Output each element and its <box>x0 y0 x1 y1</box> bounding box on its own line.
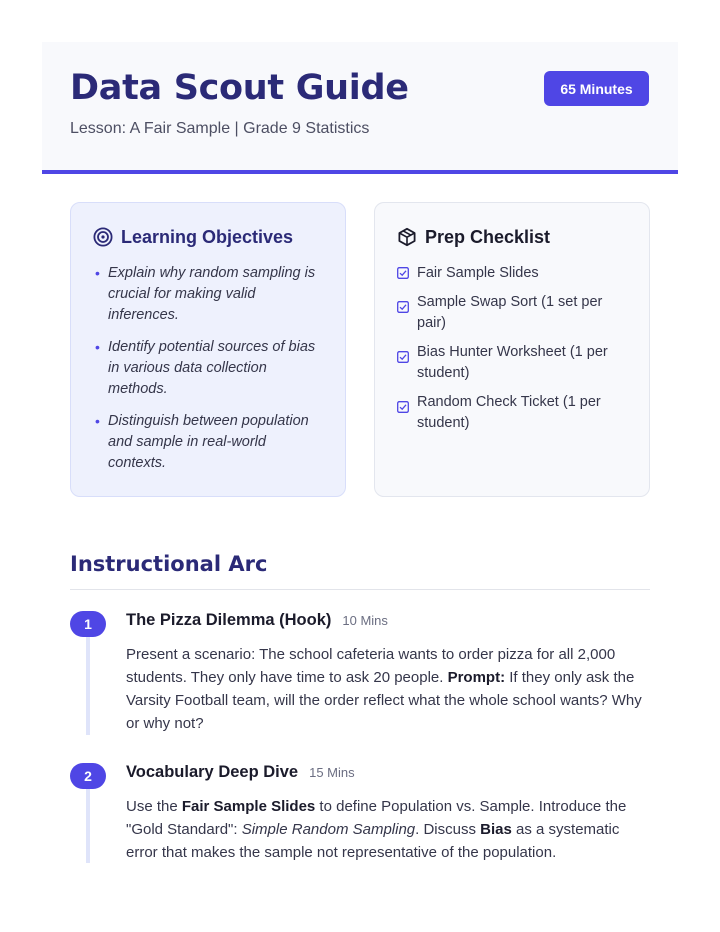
checklist-item: Sample Swap Sort (1 set per pair) <box>397 292 627 334</box>
timeline-line <box>86 637 90 735</box>
checkbox-icon <box>397 301 409 313</box>
objective-item: • Identify potential sources of bias in various data collection methods. <box>95 339 316 397</box>
step-duration: 15 Mins <box>309 765 355 780</box>
objectives-title: Learning Objectives <box>121 226 294 247</box>
checklist-title: Prep Checklist <box>425 226 551 247</box>
duration-badge: 65 Minutes <box>544 71 649 106</box>
prep-checklist-card <box>374 202 650 497</box>
section-title: Instructional Arc <box>70 552 268 576</box>
arc-step <box>70 763 650 863</box>
step-number-badge: 2 <box>70 763 106 789</box>
checklist-list <box>397 263 627 434</box>
checkbox-icon <box>397 351 409 363</box>
step-duration: 10 Mins <box>342 613 388 628</box>
target-icon <box>93 227 113 247</box>
step-title: Vocabulary Deep Dive <box>126 763 299 781</box>
arc-step <box>70 611 650 735</box>
checklist-item: Random Check Ticket (1 per student) <box>397 392 627 434</box>
section-divider <box>70 589 650 590</box>
checkbox-icon <box>397 267 409 279</box>
step-title: The Pizza Dilemma (Hook) <box>126 611 332 629</box>
objective-item: • Explain why random sampling is crucial for making valid inferences. <box>95 265 316 323</box>
checklist-item: Fair Sample Slides <box>397 263 627 284</box>
learning-objectives-card <box>70 202 346 497</box>
box-icon <box>397 227 417 247</box>
objectives-list <box>93 263 323 474</box>
page-title: Data Scout Guide <box>70 68 409 108</box>
lesson-subtitle: Lesson: A Fair Sample | Grade 9 Statistics <box>70 120 370 137</box>
step-description: Present a scenario: The school cafeteria wants to order pizza for all 2,000 students. They only have time to ask 20 people. Prompt: If they only ask the Varsity Football team, will the order reflect what the whole school wants? Why or why not? <box>126 646 642 732</box>
objective-item: • Distinguish between population and sample in real-world contexts. <box>95 413 309 471</box>
checklist-item: Bias Hunter Worksheet (1 per student) <box>397 342 627 384</box>
guide-header <box>42 42 678 174</box>
checkbox-icon <box>397 401 409 413</box>
timeline-line <box>86 789 90 863</box>
step-number-badge: 1 <box>70 611 106 637</box>
step-description: Use the Fair Sample Slides to define Population vs. Sample. Introduce the "Gold Standard": Simple Random Sampling. Discuss Bias as a systematic error that makes the sample not representative of the population. <box>126 798 627 861</box>
